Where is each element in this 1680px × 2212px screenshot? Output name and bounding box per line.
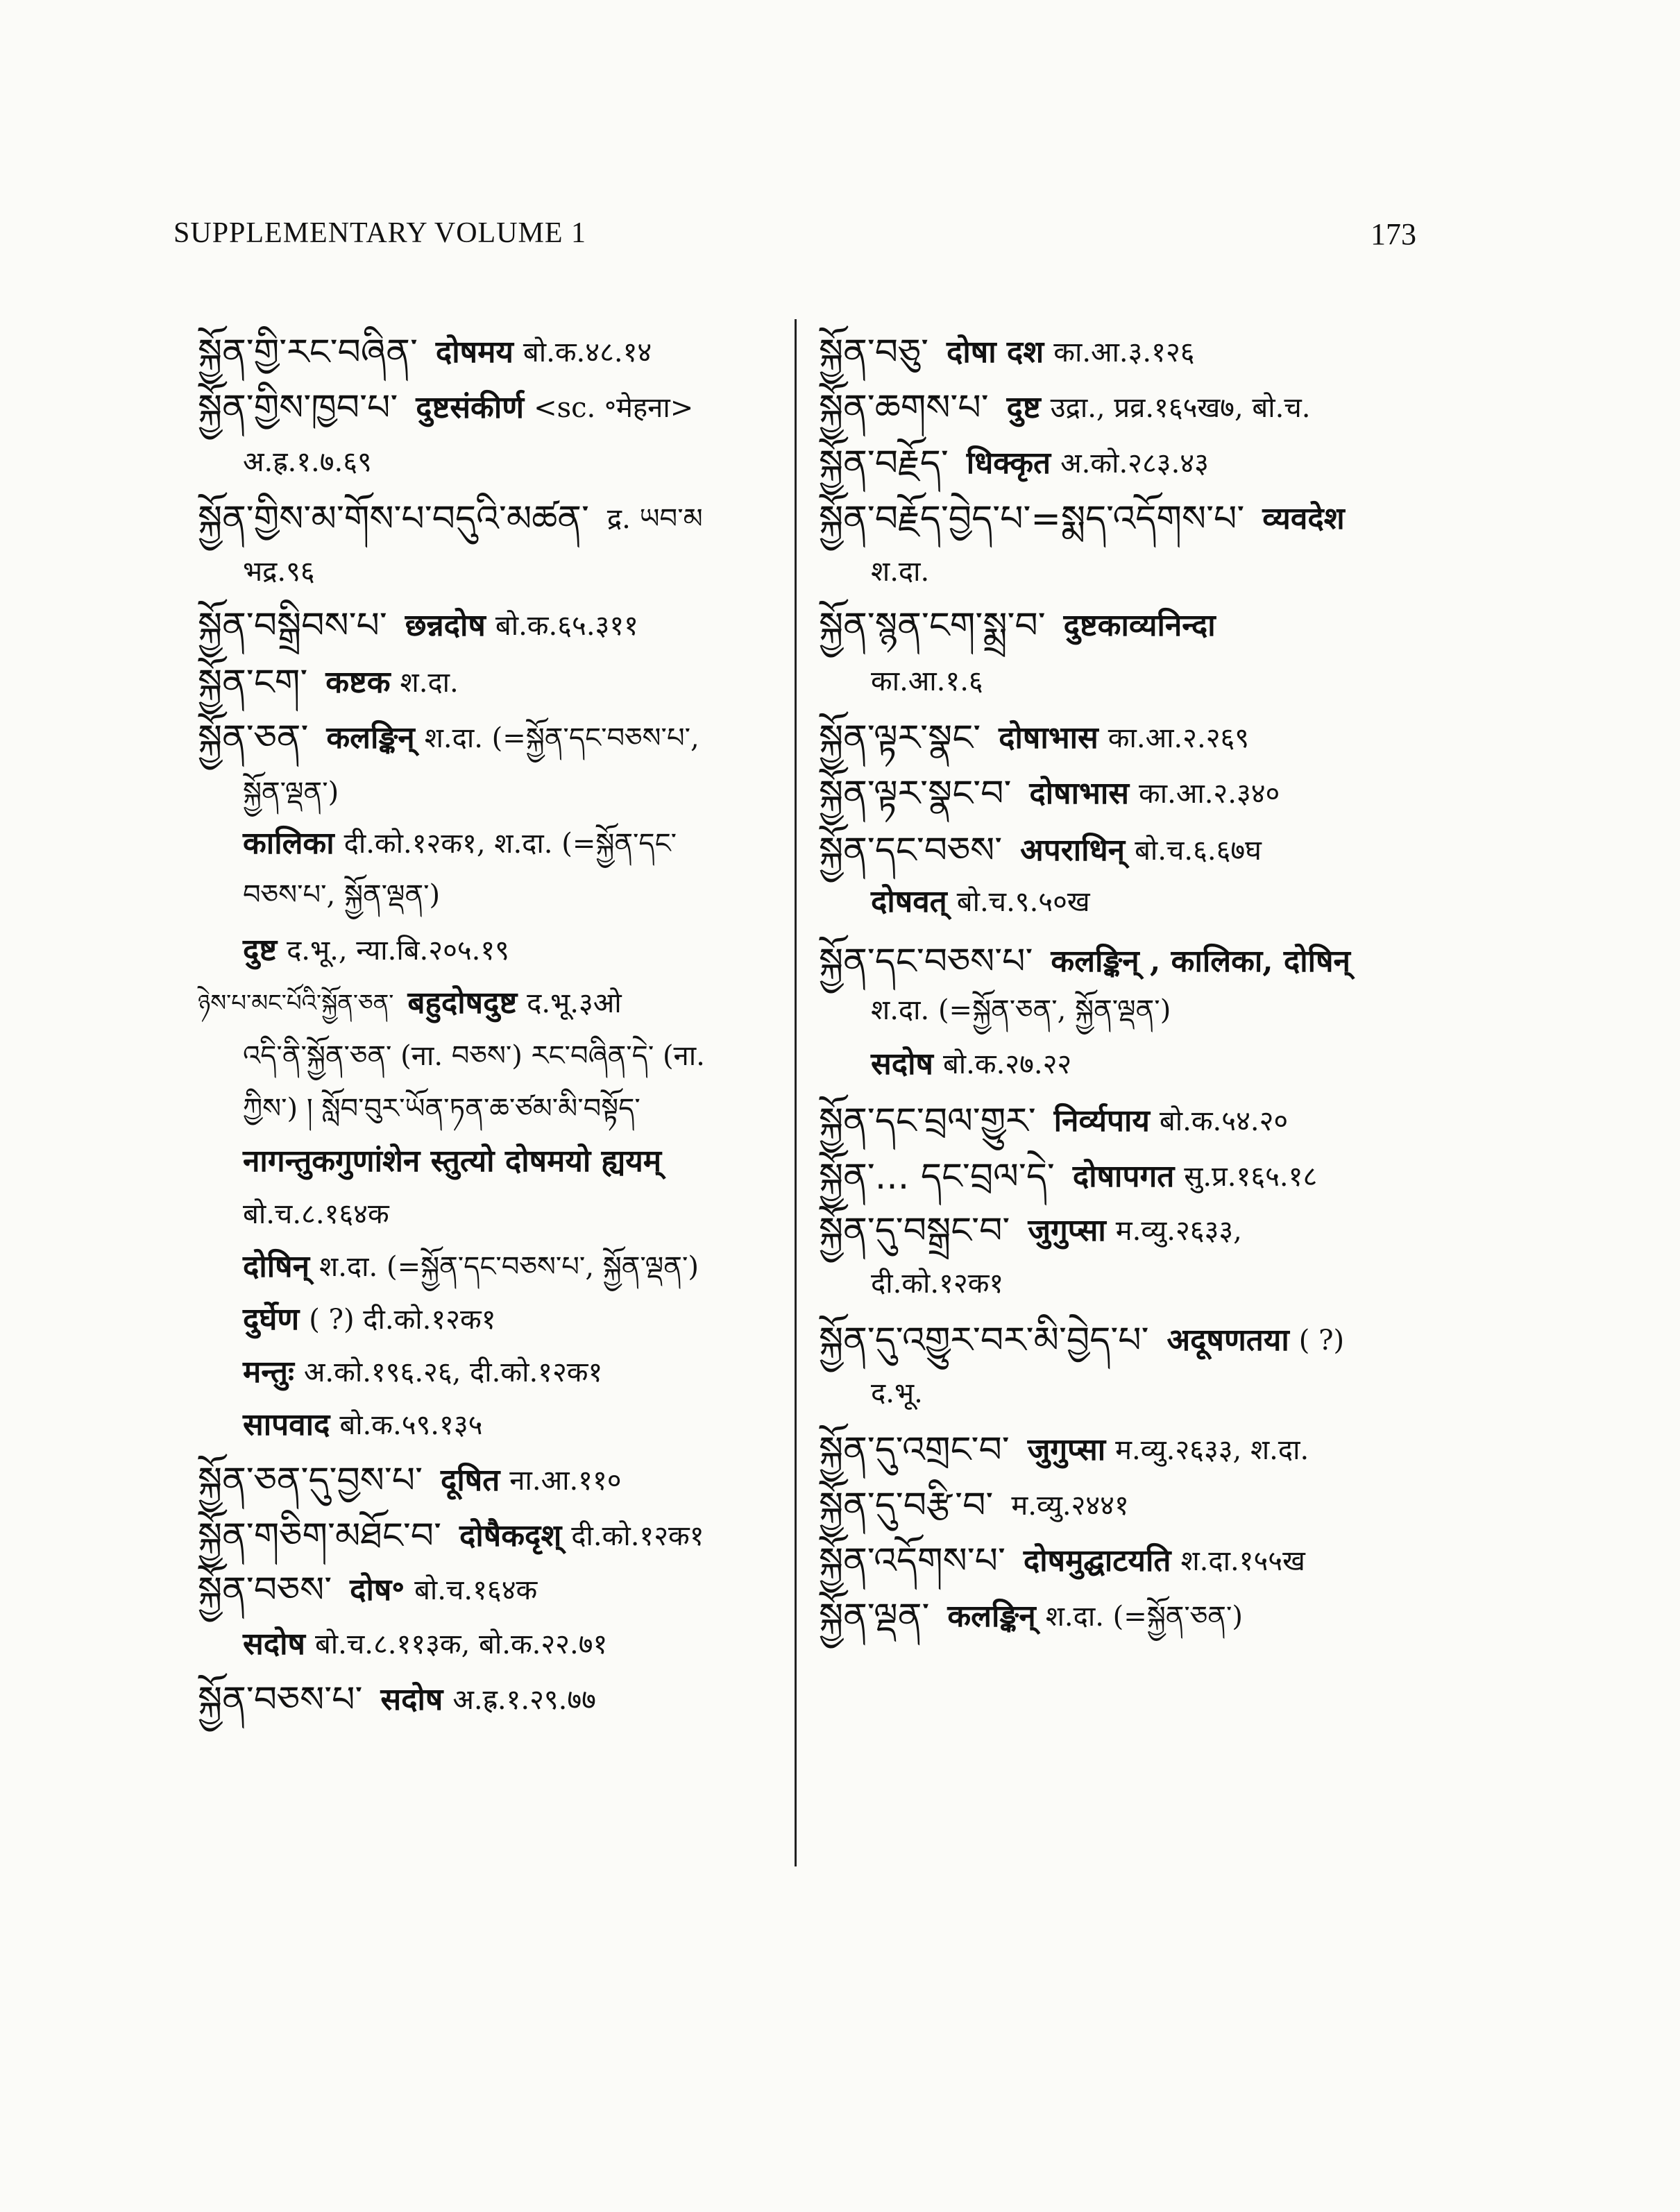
source-reference: का.आ.१.६ bbox=[871, 665, 983, 697]
sanskrit-equivalent: कष्टक bbox=[325, 665, 391, 700]
tibetan-headword: སྐྱོན་ཆགས་པ་ bbox=[819, 387, 989, 429]
dictionary-line bbox=[819, 773, 1280, 815]
source-reference: श.दा.१५५ख bbox=[1180, 1545, 1305, 1577]
column-divider bbox=[795, 319, 797, 1866]
dictionary-line bbox=[198, 498, 703, 540]
sanskrit-equivalent: दुष्ट bbox=[1006, 390, 1041, 425]
source-reference: का.आ.२.२६९ bbox=[1108, 722, 1250, 754]
sanskrit-equivalent: व्यवदेश bbox=[1262, 501, 1345, 536]
dictionary-line bbox=[198, 1460, 622, 1501]
dictionary-line bbox=[243, 1407, 483, 1443]
sanskrit-equivalent: दूषित bbox=[441, 1463, 500, 1498]
source-reference: द्र. ཡབ་མ bbox=[606, 503, 703, 535]
tibetan-headword: སྐྱོན་ལྟར་སྣང་བ་ bbox=[819, 773, 1012, 815]
source-reference: ( ?) दी.को.१२क१ bbox=[309, 1304, 496, 1336]
source-reference: बो.क.५४.२० bbox=[1159, 1105, 1289, 1137]
source-reference: श.दा. bbox=[400, 667, 459, 699]
source-reference: बो.क.५९.१३५ bbox=[339, 1409, 483, 1441]
source-reference: का.आ.२.३४० bbox=[1139, 778, 1280, 810]
dictionary-line bbox=[198, 334, 652, 371]
dictionary-line bbox=[819, 1210, 1242, 1252]
dictionary-line bbox=[819, 387, 1311, 429]
tibetan-phrase: ཉེས་པ་མང་པོའི་སྐྱོན་ཅན་ bbox=[198, 989, 394, 1017]
sanskrit-equivalent: जुगुप्सा bbox=[1027, 1432, 1106, 1467]
source-reference: द.भू. bbox=[871, 1377, 923, 1409]
source-reference: दी.को.१२क१ bbox=[571, 1520, 704, 1552]
source-reference: ना.आ.११० bbox=[509, 1465, 622, 1497]
dictionary-line bbox=[819, 1156, 1318, 1198]
dictionary-line bbox=[819, 334, 1195, 371]
source-reference: འདི་ནི་སྐྱོན་ཅན་ (ना. བཅས་) རང་བཞིན་དེ་ (ना. bbox=[243, 1040, 705, 1072]
tibetan-headword: སྐྱོན་ཅན་དུ་བྱས་པ་ bbox=[198, 1460, 423, 1501]
sanskrit-equivalent: कलङ्किन् bbox=[326, 720, 415, 756]
source-reference: श.दा. (=སྐྱོན་ཅན་) bbox=[1045, 1601, 1243, 1633]
tibetan-headword: སྐྱོན་གྱིས་མ་གོས་པ་བདུའི་མཚན་ bbox=[198, 498, 589, 540]
dictionary-line bbox=[871, 994, 1171, 1024]
source-reference: म.व्यु.२४४१ bbox=[1011, 1490, 1129, 1522]
dictionary-line bbox=[243, 1628, 607, 1660]
dictionary-line bbox=[871, 665, 983, 695]
tibetan-headword: སྐྱོན་བརྗོད་བྱེད་པ་=སྨད་འདོགས་པ་ bbox=[819, 498, 1245, 540]
source-reference: बो.क.२७.२२ bbox=[942, 1048, 1072, 1080]
dictionary-line bbox=[243, 1092, 640, 1123]
sanskrit-equivalent: कलङ्किन् bbox=[947, 1599, 1036, 1634]
tibetan-headword: སྐྱོན་གྱིས་ཁྱབ་པ་ bbox=[198, 387, 398, 429]
source-reference: भद्र.९६ bbox=[243, 556, 315, 588]
sanskrit-equivalent: दुष्टकाव्यनिन्दा bbox=[1063, 608, 1216, 643]
dictionary-line bbox=[243, 1303, 496, 1335]
dictionary-line bbox=[871, 885, 1090, 917]
dictionary-line bbox=[819, 445, 1209, 482]
tibetan-headword: སྐྱོན་ངག་ bbox=[198, 662, 308, 704]
dictionary-line bbox=[243, 878, 440, 909]
sanskrit-equivalent: दोषवत् bbox=[871, 884, 947, 919]
sanskrit-equivalent: निर्व्यपाय bbox=[1053, 1103, 1150, 1139]
sanskrit-equivalent: दुर्घेण bbox=[243, 1302, 300, 1337]
tibetan-headword: སྐྱོན་བཅས་པ་ bbox=[198, 1679, 363, 1721]
source-reference: बो.क.४८.१४ bbox=[523, 337, 652, 368]
sanskrit-equivalent: दोषाभास bbox=[999, 720, 1098, 756]
dictionary-line bbox=[819, 941, 1360, 982]
sanskrit-equivalent: दोषापगत bbox=[1072, 1159, 1175, 1194]
dictionary-line bbox=[243, 1039, 705, 1070]
dictionary-line bbox=[819, 605, 1225, 647]
sanskrit-equivalent: अपराधिन् bbox=[1020, 833, 1126, 868]
dictionary-line bbox=[871, 1267, 1003, 1298]
sanskrit-equivalent: कालिका bbox=[243, 826, 334, 861]
source-reference: दी.को.१२क१ bbox=[871, 1268, 1004, 1300]
source-reference: ཀྱིས་) ། སློབ་བུར་ཡོན་ཏན་ཆ་ཙམ་མི་བསྟོད་ bbox=[243, 1093, 640, 1125]
sanskrit-equivalent: अदूषणतया bbox=[1166, 1322, 1289, 1358]
dictionary-line bbox=[198, 1679, 596, 1721]
sanskrit-equivalent: नागन्तुकगुणांशेन स्तुत्यो दोषमयो ह्ययम् bbox=[243, 1143, 662, 1179]
source-reference: श.दा. (=སྐྱོན་ཅན་, སྐྱོན་ལྡན་) bbox=[871, 994, 1171, 1026]
source-reference: श.दा. (=སྐྱོན་དང་བཅས་པ་, སྐྱོན་ལྡན་) bbox=[319, 1251, 699, 1283]
sanskrit-equivalent: छन्नदोष bbox=[405, 608, 486, 643]
sanskrit-equivalent: दोष॰ bbox=[350, 1572, 405, 1608]
dictionary-line bbox=[819, 498, 1355, 540]
dictionary-line bbox=[243, 1198, 389, 1228]
tibetan-headword: སྐྱོན་དང་བཅས་ bbox=[819, 830, 1003, 871]
source-reference: अ.को.२८३.४३ bbox=[1060, 448, 1209, 479]
tibetan-headword: སྐྱོན་... དང་བྲལ་དེ་ bbox=[819, 1156, 1055, 1198]
dictionary-line bbox=[819, 1322, 1344, 1359]
sanskrit-equivalent: बहुदोषदुष्ट bbox=[407, 985, 518, 1021]
dictionary-line bbox=[819, 1429, 1309, 1471]
tibetan-headword: སྐྱོན་དུ་བསྒྲང་བ་ bbox=[819, 1210, 1010, 1252]
dictionary-line bbox=[819, 1540, 1305, 1582]
tibetan-headword: སྐྱོན་ལྡན་ bbox=[819, 1596, 930, 1637]
sanskrit-equivalent: सदोष bbox=[380, 1682, 443, 1717]
tibetan-headword: སྐྱོན་བཅས་ bbox=[198, 1569, 332, 1611]
sanskrit-equivalent: जुगुप्सा bbox=[1028, 1213, 1106, 1248]
dictionary-line bbox=[198, 1569, 538, 1611]
dictionary-line bbox=[243, 776, 339, 806]
dictionary-line bbox=[243, 1356, 602, 1388]
sanskrit-equivalent: कलङ्किन् , कालिका, दोषिन् bbox=[1051, 944, 1350, 979]
tibetan-headword: སྐྱོན་དུ་འགྲང་བ་ bbox=[819, 1429, 1010, 1471]
dictionary-line bbox=[819, 1100, 1289, 1142]
dictionary-line bbox=[243, 934, 509, 966]
tibetan-headword: སྐྱོན་བརྗོད་ bbox=[819, 443, 949, 484]
source-reference: का.आ.३.१२६ bbox=[1053, 337, 1195, 368]
dictionary-line bbox=[243, 445, 372, 476]
tibetan-headword: སྐྱོན་བཅུ་ bbox=[819, 332, 929, 373]
tibetan-headword: སྐྱོན་གཅིག་མཐོང་བ་ bbox=[198, 1515, 442, 1557]
source-reference: བཅས་པ་, སྐྱོན་ལྡན་) bbox=[243, 879, 441, 911]
source-reference: म.व्यु.२६३३, श.दा. bbox=[1115, 1434, 1309, 1466]
tibetan-headword: སྐྱོན་དུ་འགྱུར་བར་མི་བྱེད་པ་ bbox=[819, 1320, 1149, 1361]
dictionary-line bbox=[243, 555, 315, 586]
dictionary-line bbox=[198, 662, 459, 704]
source-reference: उद्रा., प्रव्र.१६५ख७, बो.च. bbox=[1050, 392, 1311, 424]
dictionary-line bbox=[871, 1377, 923, 1407]
dictionary-line bbox=[819, 1596, 1243, 1637]
sanskrit-equivalent: दुष्टसंकीर्ण bbox=[416, 390, 525, 425]
source-reference: <sc. ॰मेहना> bbox=[534, 392, 694, 424]
source-reference: म.व्यु.२६३३, bbox=[1115, 1215, 1242, 1247]
source-reference: बो.च.९.५०ख bbox=[956, 886, 1090, 918]
tibetan-headword: སྐྱོན་གྱི་རང་བཞིན་ bbox=[198, 332, 418, 373]
tibetan-headword: སྐྱོན་འདོགས་པ་ bbox=[819, 1540, 1006, 1582]
dictionary-line bbox=[198, 987, 622, 1019]
sanskrit-equivalent: सापवाद bbox=[243, 1407, 330, 1443]
dictionary-line bbox=[819, 830, 1262, 871]
source-reference: श.दा. (=སྐྱོན་དང་བཅས་པ་, bbox=[424, 722, 699, 754]
tibetan-headword: སྐྱོན་ལྟར་སྣང་ bbox=[819, 717, 981, 759]
tibetan-headword: སྐྱོན་ཅན་ bbox=[198, 717, 309, 759]
sanskrit-equivalent: दुष्ट bbox=[243, 933, 278, 968]
dictionary-line bbox=[819, 1485, 1129, 1526]
source-reference: बो.च.८.११३क, बो.क.२२.७१ bbox=[314, 1628, 608, 1660]
source-reference: सु.प्र.१६५.१८ bbox=[1184, 1161, 1318, 1193]
source-reference: बो.च.६.६७घ bbox=[1135, 835, 1262, 867]
source-reference: द.भू., न्या.बि.२०५.१९ bbox=[287, 935, 509, 967]
dictionary-line bbox=[243, 1250, 699, 1282]
source-reference: द.भू.३ओ bbox=[527, 987, 622, 1019]
source-reference: अ.को.१९६.२६, दी.को.१२क१ bbox=[303, 1356, 603, 1388]
source-reference: སྐྱོན་ལྡན་) bbox=[243, 776, 339, 808]
source-reference: दी.को.१२क१, श.दा. (=སྐྱོན་དང་ bbox=[343, 828, 677, 860]
dictionary-line bbox=[871, 555, 929, 586]
source-reference: बो.च.१६४क bbox=[414, 1574, 538, 1606]
sanskrit-equivalent: धिक्कृत bbox=[966, 445, 1051, 481]
dictionary-line bbox=[819, 717, 1250, 759]
tibetan-headword: སྐྱོན་དུ་བརྩི་བ་ bbox=[819, 1485, 994, 1526]
sanskrit-equivalent: दोषैकदृश् bbox=[459, 1518, 562, 1554]
dictionary-line bbox=[243, 1145, 671, 1177]
dictionary-line bbox=[243, 827, 677, 859]
source-reference: बो.च.८.१६४क bbox=[243, 1198, 389, 1230]
sanskrit-equivalent: दोषमुद्घाटयति bbox=[1023, 1543, 1171, 1579]
dictionary-line bbox=[198, 387, 694, 429]
sanskrit-equivalent: दोषमय bbox=[435, 334, 514, 370]
source-reference: श.दा. bbox=[871, 556, 930, 588]
source-reference: अ.ह्र.१.२९.७७ bbox=[452, 1684, 596, 1716]
sanskrit-equivalent: दोषिन् bbox=[243, 1249, 310, 1284]
tibetan-headword: སྐྱོན་དང་བྲལ་གྱུར་ bbox=[819, 1100, 1036, 1142]
tibetan-headword: སྐྱོན་དང་བཅས་པ་ bbox=[819, 941, 1033, 982]
source-reference: बो.क.६५.३११ bbox=[495, 610, 638, 642]
dictionary-line bbox=[198, 1515, 704, 1557]
page-number: 173 bbox=[1371, 217, 1416, 251]
dictionary-line bbox=[198, 605, 638, 647]
tibetan-headword: སྐྱོན་སྙན་ངག་སྨྲ་བ་ bbox=[819, 605, 1046, 647]
tibetan-headword: སྐྱོན་བསྒྲིབས་པ་ bbox=[198, 605, 387, 647]
sanskrit-equivalent: दोषाभास bbox=[1029, 776, 1130, 811]
source-reference: ( ?) bbox=[1298, 1325, 1345, 1356]
dictionary-line bbox=[198, 717, 699, 759]
sanskrit-equivalent: मन्तुः bbox=[243, 1354, 294, 1390]
dictionary-line bbox=[871, 1048, 1071, 1080]
sanskrit-equivalent: सदोष bbox=[871, 1046, 933, 1082]
sanskrit-equivalent: दोषा दश bbox=[947, 334, 1044, 370]
source-reference: अ.ह्र.१.७.६९ bbox=[243, 446, 372, 478]
running-header: SUPPLEMENTARY VOLUME 1 bbox=[173, 217, 587, 249]
sanskrit-equivalent: सदोष bbox=[243, 1626, 305, 1662]
